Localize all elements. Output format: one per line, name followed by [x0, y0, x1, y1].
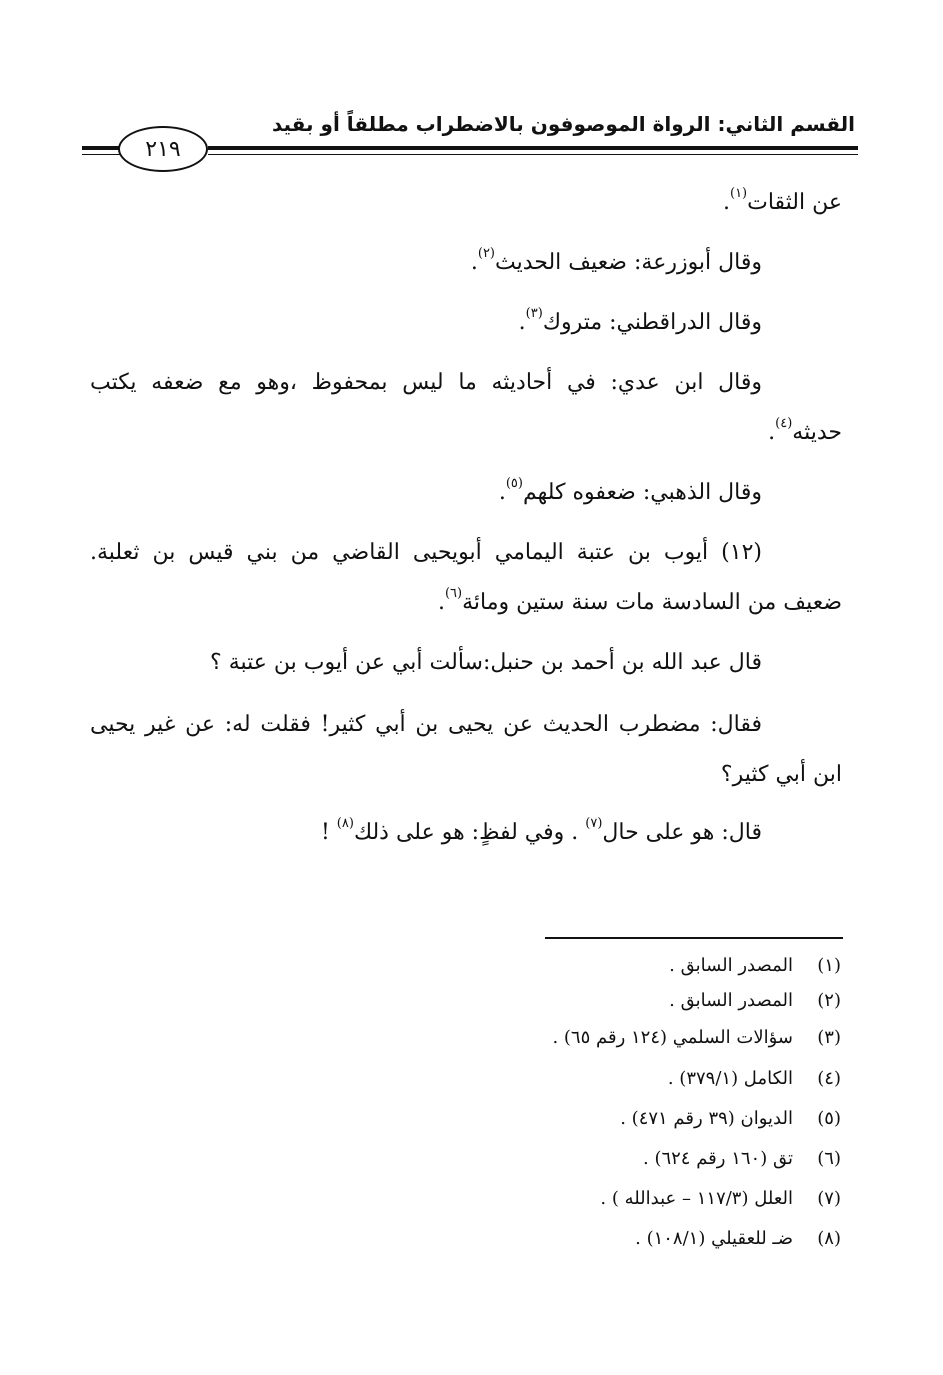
header-rule-left-thick [82, 146, 122, 150]
paragraph: وقال أبوزرعة: ضعيف الحديث$^{(٢)}$. [470, 246, 762, 275]
footnote-number: (٨) [817, 1228, 841, 1249]
footnote-number: (٥) [817, 1108, 841, 1129]
footnote-separator [545, 937, 843, 939]
footnote-text: المصدر السابق . [669, 990, 793, 1011]
paragraph: وقال الدراقطني: متروك$^{(٣)}$. [518, 306, 762, 335]
footnote-text: ضـ للعقيلي (١٠٨/١) . [635, 1228, 793, 1249]
footnote [620, 1108, 841, 1129]
header-rule-right-thin [208, 154, 858, 155]
entry-heading-line: (١٢) أيوب بن عتبة اليمامي أبويحيى القاضي من بني قيس بن ثعلبة. [90, 540, 762, 565]
footnote-ref: (١) [729, 186, 748, 201]
footnote [669, 955, 841, 976]
footnote-ref: (٣) [525, 306, 543, 321]
text: حديثه [792, 420, 842, 445]
footnote-number: (٤) [817, 1068, 841, 1089]
footnote-ref: (٦) [444, 586, 463, 601]
footnote-ref: (٧) [585, 816, 603, 831]
paragraph [320, 816, 762, 845]
footnote [668, 1068, 841, 1089]
text: ضعيف من السادسة مات سنة ستين ومائة [462, 590, 842, 615]
footnote-number: (٢) [817, 990, 841, 1011]
text: ! [320, 820, 337, 845]
footnote [669, 990, 841, 1011]
running-title: القسم الثاني: الرواة الموصوفون بالاضطراب مطلقاً أو بقيد [271, 112, 855, 136]
header-rule-left-thin [82, 154, 122, 155]
paragraph-line: ضعيف من السادسة مات سنة ستين ومائة$^{(٦)}$. [437, 586, 842, 615]
footnote-text: العلل (١١٧/٣ – عبدالله ) . [600, 1188, 793, 1209]
footnote-ref: (٢) [477, 246, 495, 261]
text: وقال أبوزرعة: ضعيف الحديث [495, 250, 762, 275]
paragraph: عن الثقات$^{(١)}$. [722, 186, 842, 215]
paragraph-line: فقال: مضطرب الحديث عن يحيى بن أبي كثير! فقلت له: عن غير يحيى [90, 712, 762, 737]
text: وقال الدراقطني: متروك [542, 310, 762, 335]
footnote-text: الديوان (٣٩ رقم ٤٧١) . [620, 1108, 793, 1129]
footnote-number: (٣) [817, 1027, 841, 1048]
text: وقال الذهبي: ضعفوه كلهم [522, 480, 762, 505]
footnote-text: الكامل (٣٧٩/١) . [667, 1068, 793, 1089]
text: قال: هو على حال [602, 820, 762, 845]
footnote-ref: (٥) [505, 476, 523, 491]
paragraph-line: وقال ابن عدي: في أحاديثه ما ليس بمحفوظ ،وهو مع ضعفه يكتب [90, 370, 762, 395]
paragraph: قال عبد الله بن أحمد بن حنبل:سألت أبي عن أيوب بن عتبة ؟ [210, 650, 762, 675]
header-rule-right-thick [208, 146, 858, 150]
paragraph: وقال الذهبي: ضعفوه كلهم$^{(٥)}$. [498, 476, 762, 505]
footnote [600, 1188, 841, 1209]
footnote-number: (١) [817, 955, 841, 976]
footnote-ref: (٨) [336, 816, 354, 831]
footnote [552, 1027, 841, 1048]
text: عن الثقات [747, 190, 842, 215]
paragraph-line: ابن أبي كثير؟ [720, 762, 842, 787]
footnote-text: سؤالات السلمي (١٢٤ رقم ٦٥) . [552, 1027, 793, 1048]
footnote-ref: (٤) [775, 416, 793, 431]
footnote-text: المصدر السابق . [669, 955, 793, 976]
footnote [643, 1148, 841, 1169]
page-number: ٢١٩ [118, 126, 208, 172]
footnote-number: (٧) [817, 1188, 841, 1209]
footnote [635, 1228, 841, 1249]
footnote-text: تق (١٦٠ رقم ٦٢٤) . [643, 1148, 793, 1169]
paragraph-line: حديثه$^{(٤)}$. [768, 416, 842, 445]
footnote-number: (٦) [817, 1148, 841, 1169]
text: . وفي لفظٍ: هو على ذلك [353, 820, 586, 845]
